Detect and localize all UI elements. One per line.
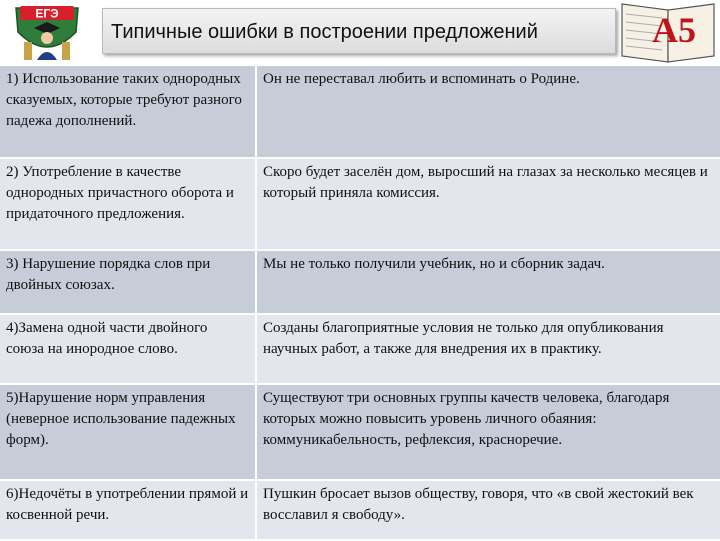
table-row xyxy=(0,250,720,314)
error-cell: 3) Нарушение порядка слов при двойных союзах. xyxy=(0,250,256,314)
error-cell: 1) Использование таких однородных сказуемых, которые требуют разного падежа дополнений. xyxy=(0,66,256,158)
header xyxy=(0,0,720,66)
table-row xyxy=(0,158,720,250)
example-cell: Пушкин бросает вызов обществу, говоря, что «в свой жестокий век восславил я свободу». xyxy=(256,480,720,540)
table-row xyxy=(0,66,720,158)
table-row xyxy=(0,314,720,384)
errors-table xyxy=(0,66,720,541)
example-cell: Мы не только получили учебник, но и сборник задач. xyxy=(256,250,720,314)
error-cell: 5)Нарушение норм управления (неверное использование падежных форм). xyxy=(0,384,256,480)
error-cell: 4)Замена одной части двойного союза на инородное слово. xyxy=(0,314,256,384)
error-cell: 2) Употребление в качестве однородных причастного оборота и придаточного предложения. xyxy=(0,158,256,250)
ege-logo-icon xyxy=(6,2,88,66)
example-cell: Существуют три основных группы качеств человека, благодаря которых можно повысить уровень личного обаяния: коммуникабельность, рефлексия, красноречие. xyxy=(256,384,720,480)
example-cell: Он не переставал любить и вспоминать о Родине. xyxy=(256,66,720,158)
error-cell: 6)Недочёты в употреблении прямой и косвенной речи. xyxy=(0,480,256,540)
example-cell: Скоро будет заселён дом, выросший на глазах за несколько месяцев и который приняла комиссия. xyxy=(256,158,720,250)
task-badge: А5 xyxy=(652,10,696,50)
page-title: Типичные ошибки в построении предложений xyxy=(102,8,616,54)
example-cell: Созданы благоприятные условия не только для опубликования научных работ, а также для внедрения их в практику. xyxy=(256,314,720,384)
logo-text: ЕГЭ xyxy=(35,6,59,21)
table-row xyxy=(0,384,720,480)
table-row xyxy=(0,480,720,540)
